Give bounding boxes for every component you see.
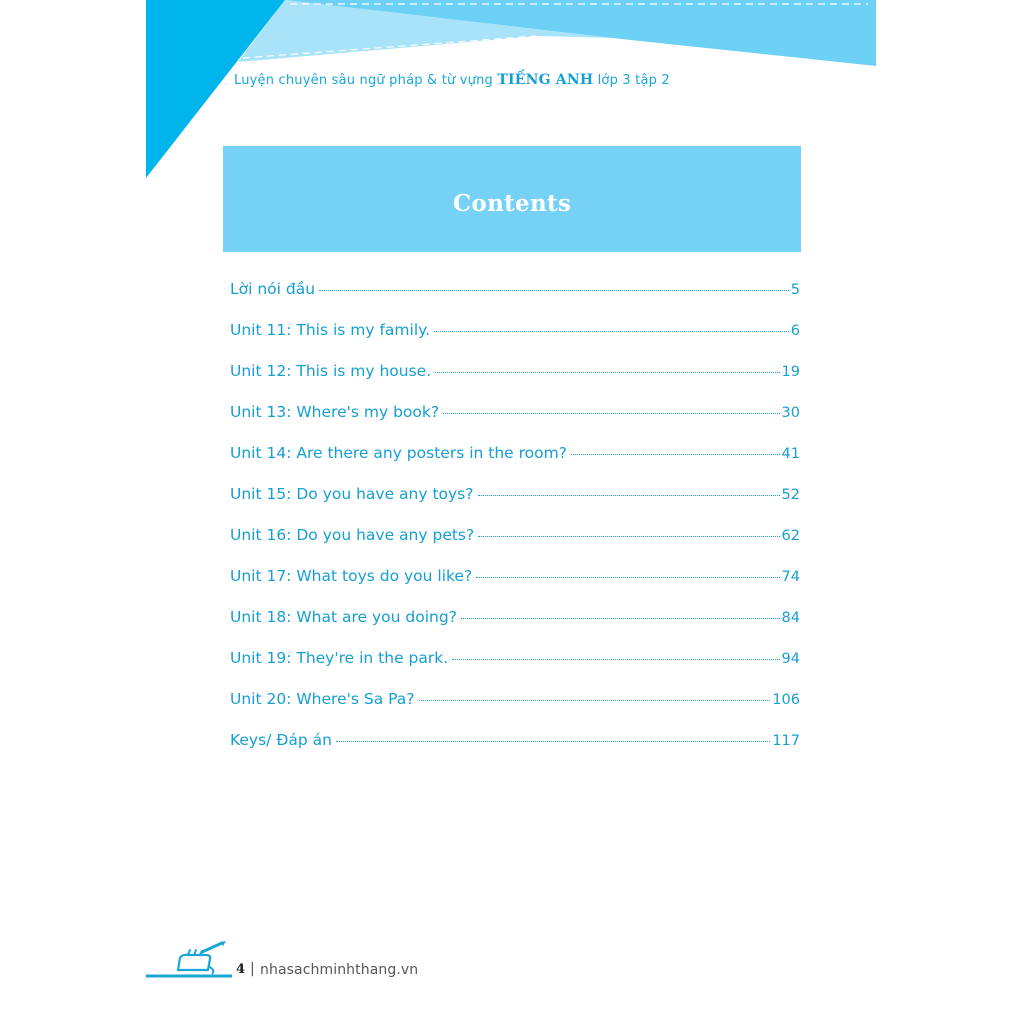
toc-dot-leader (478, 495, 780, 496)
toc-dot-leader (435, 372, 779, 373)
toc-entry-page: 5 (790, 282, 800, 298)
toc-entry-title: Unit 20: Where's Sa Pa? (230, 690, 415, 708)
toc-entry-unit-12[interactable] (230, 362, 800, 403)
toc-dot-leader (434, 331, 789, 332)
toc-entry-page: 117 (772, 733, 800, 749)
toc-entry-unit-15[interactable] (230, 485, 800, 526)
toc-entry-title: Unit 18: What are you doing? (230, 608, 457, 626)
footer-separator: | (250, 961, 255, 977)
toc-entry-page: 52 (781, 487, 800, 503)
toc-entry-preface[interactable] (230, 280, 800, 321)
toc-entry-title: Unit 15: Do you have any toys? (230, 485, 474, 503)
toc-entry-title: Unit 12: This is my house. (230, 362, 432, 380)
toc-entry-unit-16[interactable] (230, 526, 800, 567)
toc-entry-title: Unit 16: Do you have any pets? (230, 526, 475, 544)
toc-entry-title: Unit 17: What toys do you like? (230, 567, 473, 585)
series-title-prefix: Luyện chuyên sâu ngữ pháp & từ vựng (234, 73, 493, 88)
toc-dot-leader (452, 659, 779, 660)
toc-dot-leader (419, 700, 771, 701)
book-series-title (234, 72, 670, 88)
toc-dot-leader (336, 741, 770, 742)
toc-dot-leader (461, 618, 780, 619)
toc-entry-unit-14[interactable] (230, 444, 800, 485)
toc-entry-title: Unit 14: Are there any posters in the room? (230, 444, 567, 462)
toc-dot-leader (478, 536, 779, 537)
toc-entry-page: 84 (781, 610, 800, 626)
toc-entry-page: 74 (781, 569, 800, 585)
series-title-suffix: lớp 3 tập 2 (597, 73, 670, 88)
toc-entry-title: Keys/ Đáp án (230, 731, 332, 749)
toc-entry-unit-19[interactable] (230, 649, 800, 690)
contents-title: Contents (452, 189, 572, 217)
series-title-emphasis: TIẾNG ANH (497, 72, 594, 88)
table-of-contents (230, 280, 800, 772)
toc-entry-unit-17[interactable] (230, 567, 800, 608)
writing-hand-icon (146, 940, 236, 980)
contents-banner (223, 146, 801, 252)
page-footer (146, 940, 546, 990)
toc-entry-title: Unit 19: They're in the park. (230, 649, 449, 667)
toc-entry-page: 62 (781, 528, 800, 544)
toc-dot-leader (319, 290, 789, 291)
toc-entry-unit-11[interactable] (230, 321, 800, 362)
toc-entry-keys[interactable] (230, 731, 800, 772)
toc-entry-page: 6 (790, 323, 800, 339)
toc-dot-leader (476, 577, 779, 578)
toc-entry-title: Unit 11: This is my family. (230, 321, 431, 339)
toc-entry-unit-20[interactable] (230, 690, 800, 731)
toc-entry-page: 106 (772, 692, 800, 708)
page-number: 4 (236, 962, 246, 977)
publisher-website-link[interactable]: nhasachminhthang.vn (260, 962, 419, 978)
toc-entry-title: Unit 13: Where's my book? (230, 403, 440, 421)
toc-entry-unit-18[interactable] (230, 608, 800, 649)
toc-entry-page: 30 (781, 405, 800, 421)
toc-entry-unit-13[interactable] (230, 403, 800, 444)
toc-entry-page: 41 (781, 446, 800, 462)
toc-entry-page: 94 (781, 651, 800, 667)
toc-dot-leader (571, 454, 780, 455)
toc-dot-leader (443, 413, 779, 414)
toc-entry-page: 19 (781, 364, 800, 380)
toc-entry-title: Lời nói đầu (230, 280, 316, 298)
